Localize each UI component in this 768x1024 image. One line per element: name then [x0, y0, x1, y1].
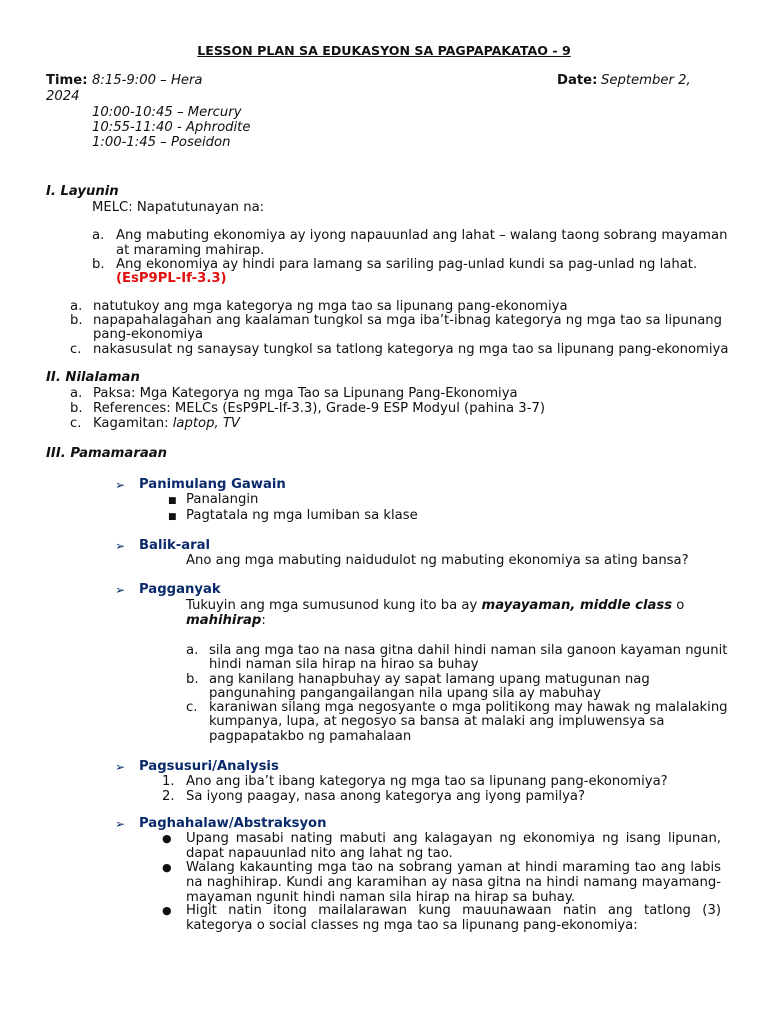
melc-intro: MELC: Napatutunayan na:	[92, 200, 265, 215]
intro-text: Tukuyin ang mga sumusunod kung ito ba ay	[186, 598, 482, 613]
subheading-panimulang-gawain: Panimulang Gawain	[139, 477, 286, 492]
list-marker: a.	[70, 386, 83, 401]
pagganyak-item-text: karaniwan silang mga negosyante o mga politikong may hawak ng malalaking	[209, 700, 728, 715]
section-heading-layunin: I. Layunin	[46, 184, 119, 199]
balik-aral-question: Ano ang mga mabuting naidudulot ng mabuting ekonomiya sa ating bansa?	[186, 553, 689, 568]
time-label: Time:	[46, 73, 88, 88]
abstraction-paragraph: Upang masabi nating mabuti ang kalagayan ng ekonomiya ng isang lipunan, dapat napauunlad nito ang lahat ng tao.	[186, 831, 721, 861]
subheading-balik-aral: Balik-aral	[139, 538, 211, 553]
list-marker: c.	[186, 700, 198, 715]
list-marker: c.	[70, 416, 82, 431]
bullet-icon: ●	[162, 832, 172, 845]
list-marker: a.	[92, 228, 105, 243]
content-item-references: References: MELCs (EsP9PL-If-3.3), Grade-9 ESP Modyul (pahina 3-7)	[93, 401, 545, 416]
list-item: Panalangin	[186, 492, 259, 507]
pagganyak-item-text: sila ang mga tao na nasa gitna dahil hindi naman sila ganoon kayaman ngunit	[209, 643, 728, 658]
intro-emphasis: mayayaman, middle class	[481, 598, 673, 613]
content-item-kagamitan	[93, 416, 240, 431]
objective-text: natutukoy ang mga kategorya ng mga tao sa lipunang pang-ekonomiya	[93, 299, 568, 314]
intro-emphasis: mahihirap	[186, 613, 262, 628]
square-bullet-icon: ■	[168, 512, 177, 522]
subheading-pagganyak: Pagganyak	[139, 582, 221, 597]
arrow-bullet-icon: ➢	[115, 478, 126, 492]
kagamitan-label: Kagamitan:	[93, 416, 173, 431]
bullet-icon: ●	[162, 904, 172, 917]
schedule-item: 8:15-9:00 – Hera	[92, 73, 203, 88]
pagganyak-item-text: kumpanya, lupa, at negosyo sa bansa at malaki ang impluwensya sa	[209, 714, 665, 729]
pagganyak-item-text: pangunahing pangangailangan nila upang sila ay mabuhay	[209, 686, 601, 701]
section-heading-pamamaraan: III. Pamamaraan	[46, 446, 168, 461]
pagganyak-item-text: hindi naman sila hirap na hirao sa buhay	[209, 657, 479, 672]
subheading-paghahalaw: Paghahalaw/Abstraksyon	[139, 816, 327, 831]
list-marker: 2.	[162, 789, 175, 804]
pagganyak-intro-line2	[186, 613, 266, 628]
schedule-item: 10:00-10:45 – Mercury	[92, 105, 242, 120]
list-marker: b.	[186, 672, 199, 687]
analysis-question: Sa iyong paagay, nasa anong kategorya ang iyong pamilya?	[186, 789, 585, 804]
melc-item-text: at maraming mahirap.	[116, 243, 265, 258]
list-marker: b.	[70, 401, 83, 416]
melc-item-text: Ang ekonomiya ay hindi para lamang sa sariling pag-unlad kundi sa pag-unlad ng lahat.	[116, 257, 698, 272]
kagamitan-value: laptop, TV	[172, 416, 240, 431]
objective-text: nakasusulat ng sanaysay tungkol sa tatlong kategorya ng mga tao sa lipunang pang-ekonomiya	[93, 342, 729, 357]
intro-text: o	[672, 598, 685, 613]
schedule-item: 10:55-11:40 - Aphrodite	[92, 120, 251, 135]
list-marker: a.	[70, 299, 83, 314]
list-marker: a.	[186, 643, 199, 658]
date-value: September 2,	[601, 73, 691, 88]
analysis-question: Ano ang iba’t ibang kategorya ng mga tao sa lipunang pang-ekonomiya?	[186, 774, 668, 789]
list-marker: c.	[70, 342, 82, 357]
pagganyak-item-text: ang kanilang hanapbuhay ay sapat lamang upang matugunan nag	[209, 672, 650, 687]
document-title: LESSON PLAN SA EDUKASYON SA PAGPAPAKATAO - 9	[197, 43, 571, 58]
square-bullet-icon: ■	[168, 496, 177, 506]
section-heading-nilalaman: II. Nilalaman	[46, 370, 140, 385]
date-year: 2024	[46, 89, 80, 104]
melc-item-text: Ang mabuting ekonomiya ay iyong napauunlad ang lahat – walang taong sobrang mayaman	[116, 228, 728, 243]
schedule-item: 1:00-1:45 – Poseidon	[92, 135, 231, 150]
list-marker: b.	[70, 313, 83, 328]
list-item: Pagtatala ng mga lumiban sa klase	[186, 508, 418, 523]
date-label: Date:	[557, 73, 598, 88]
abstraction-paragraph: Higit natin itong mailalarawan kung mauunawaan natin ang tatlong (3) kategorya o social classes ng mga tao sa lipunang pang-ekonomiya:	[186, 903, 721, 933]
arrow-bullet-icon: ➢	[115, 539, 126, 553]
pagganyak-item-text: pagpapatakbo ng pamahalaan	[209, 729, 412, 744]
list-marker: 1.	[162, 774, 175, 789]
arrow-bullet-icon: ➢	[115, 760, 126, 774]
intro-text: :	[261, 613, 266, 628]
content-item-paksa: Paksa: Mga Kategorya ng mga Tao sa Lipunang Pang-Ekonomiya	[93, 386, 518, 401]
objective-text: napapahalagahan ang kaalaman tungkol sa mga iba’t-ibnag kategorya ng mga tao sa lipunang	[93, 313, 723, 328]
abstraction-paragraph: Walang kakaunting mga tao na sobrang yaman at hindi maraming tao ang labis na naghihirap. Kundi ang karamihan ay nasa gitna na hindi namang mayamang-mayaman ngunit hindi naman sila hirap na hirap sa buhay.	[186, 860, 721, 905]
objective-text: pang-ekonomiya	[93, 327, 204, 342]
melc-code: (EsP9PL-If-3.3)	[116, 271, 227, 286]
list-marker: b.	[92, 257, 105, 272]
arrow-bullet-icon: ➢	[115, 817, 126, 831]
arrow-bullet-icon: ➢	[115, 583, 126, 597]
subheading-pagsusuri: Pagsusuri/Analysis	[139, 759, 279, 774]
pagganyak-intro	[186, 598, 684, 613]
bullet-icon: ●	[162, 861, 172, 874]
